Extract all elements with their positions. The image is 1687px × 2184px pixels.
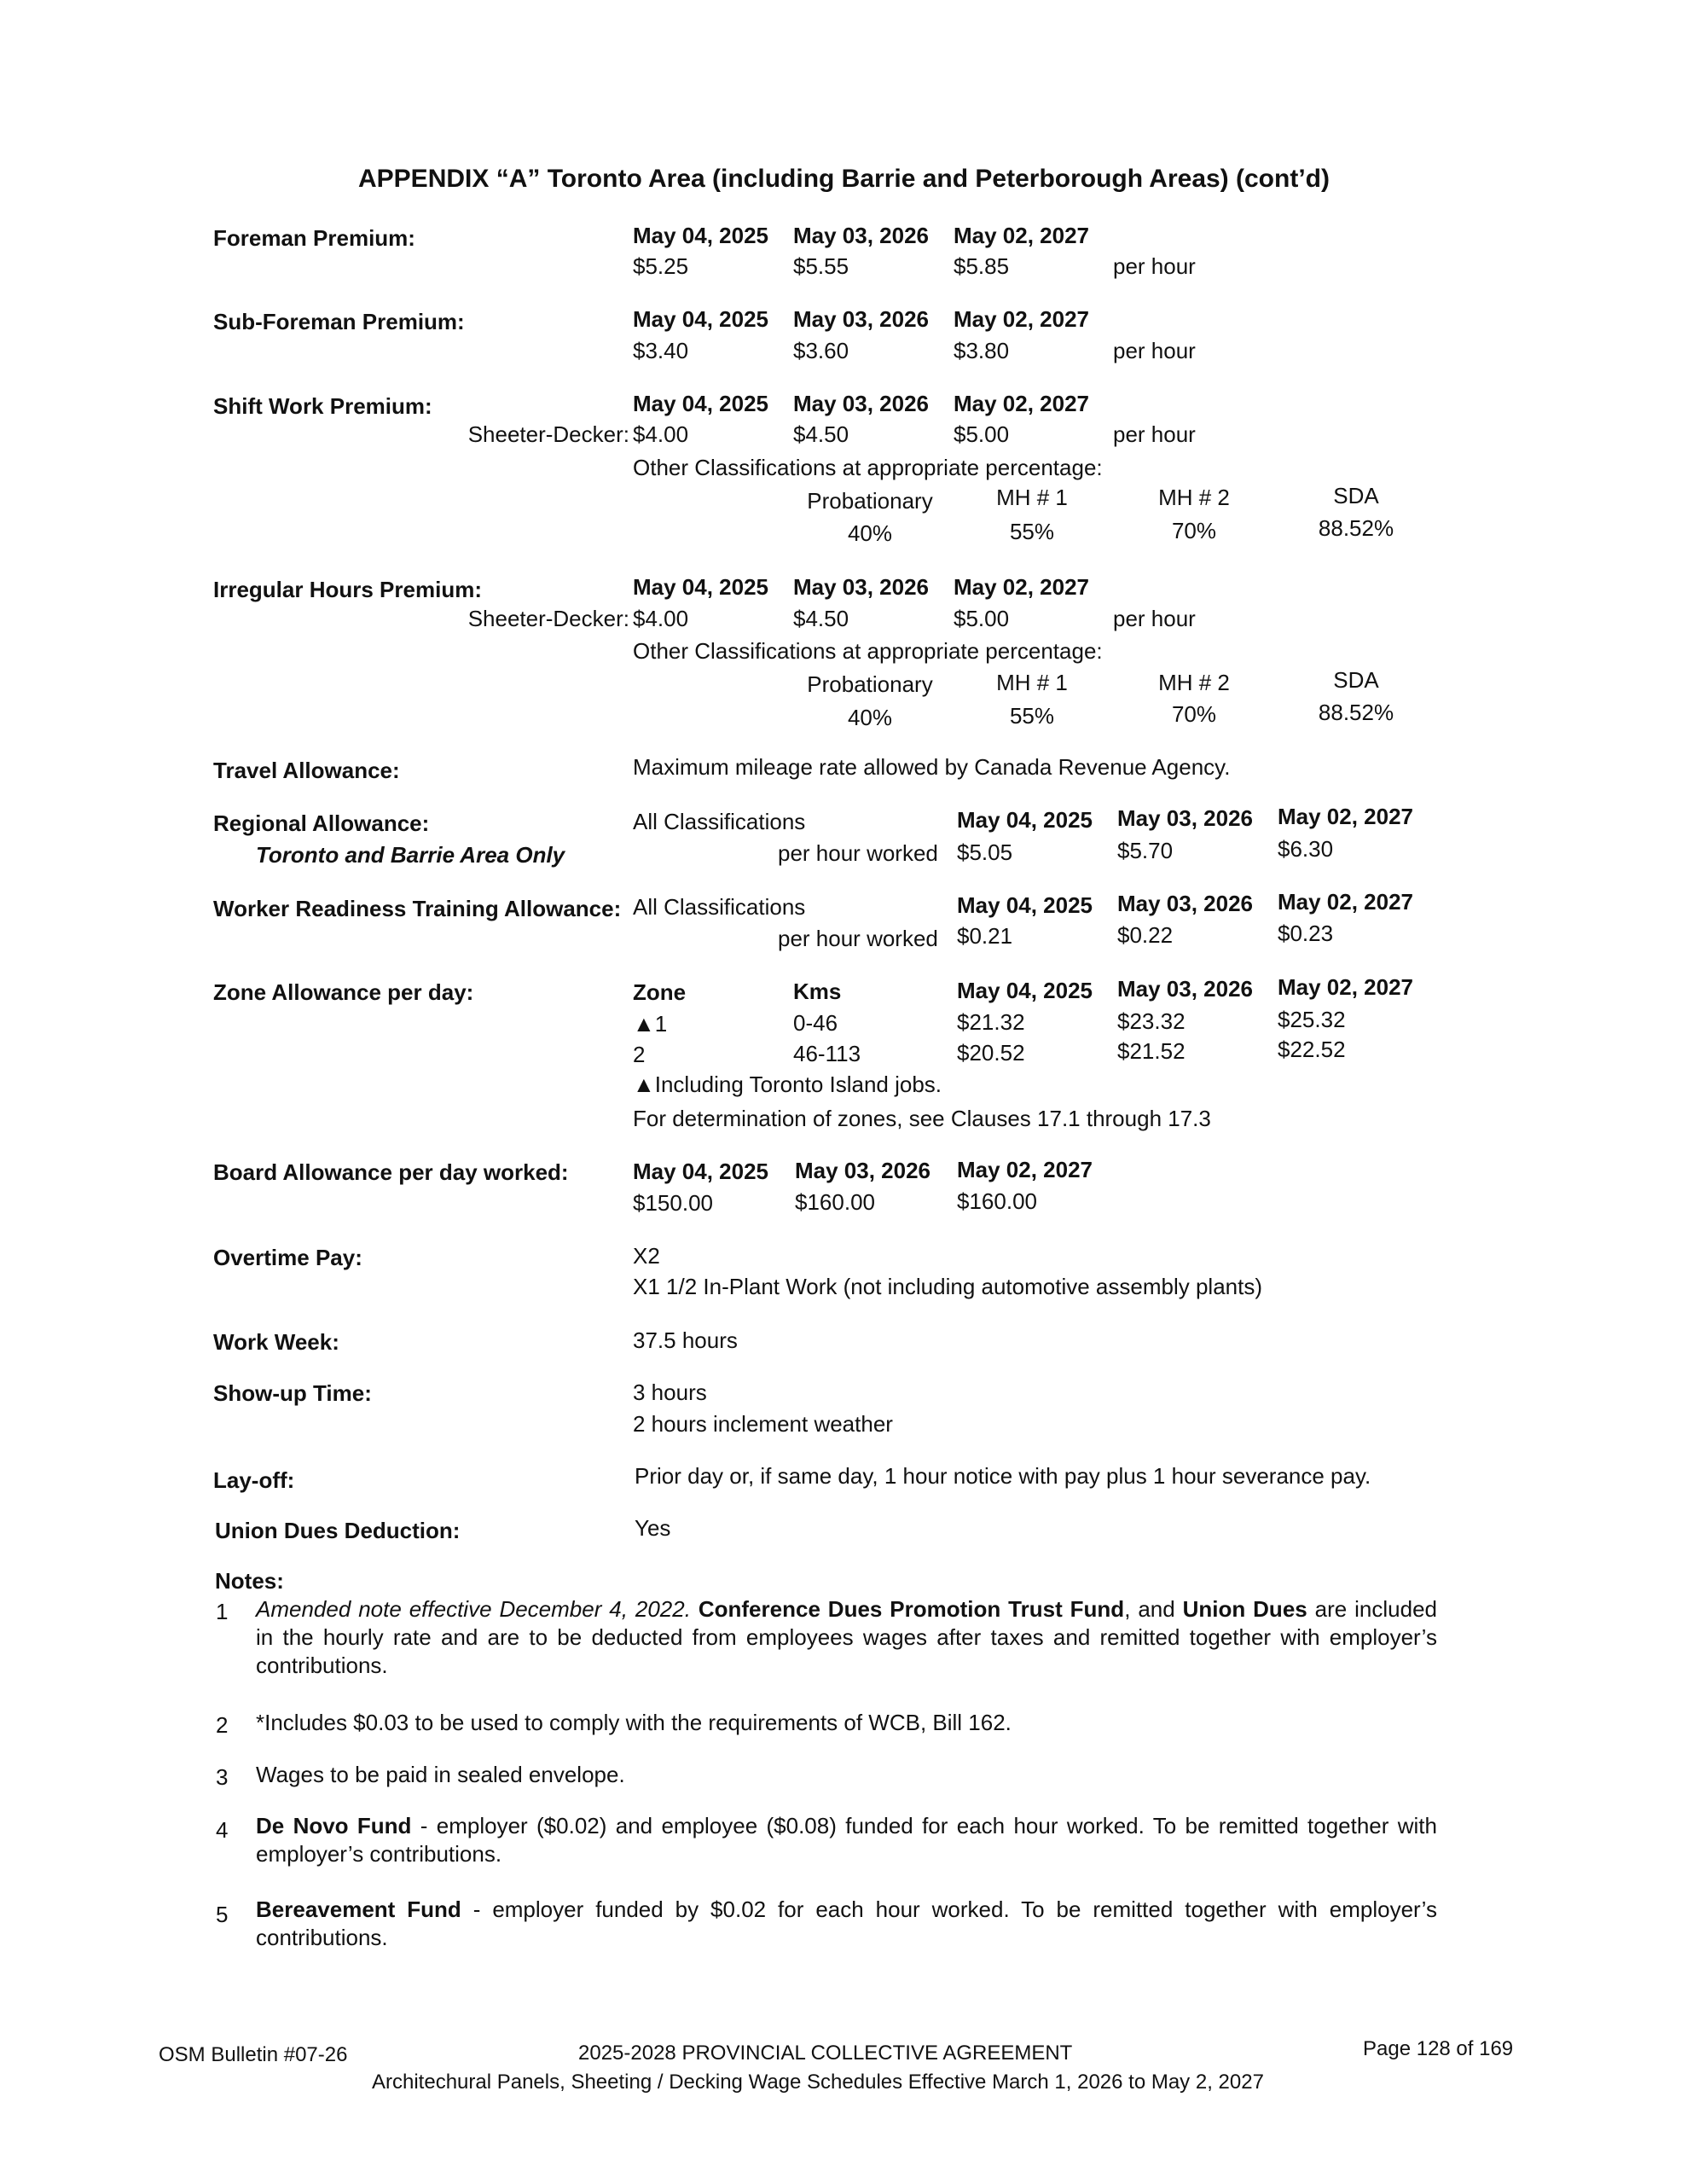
classification-heading: MH # 1: [996, 485, 1068, 510]
overtime-in-plant-rate: X1 1/2 In-Plant Work (not including automotive assembly plants): [633, 1274, 1262, 1299]
show-up-time-value: 3 hours: [633, 1380, 707, 1405]
classification-heading: SDA: [1333, 667, 1379, 693]
kms-cell: 0-46: [793, 1010, 838, 1036]
sheeter-decker-label: Sheeter-Decker:: [467, 421, 629, 447]
percentage-value: 70%: [1171, 518, 1217, 543]
date-heading: May 03, 2026: [793, 306, 930, 332]
other-classifications-text: Other Classifications at appropriate percentage:: [633, 638, 1103, 664]
classification-heading: MH # 2: [1158, 670, 1230, 695]
note-2: [256, 1709, 1437, 1737]
overtime-pay-label: Overtime Pay:: [213, 1245, 362, 1270]
work-week-label: Work Week:: [213, 1329, 339, 1355]
rate-unit: per hour: [1113, 338, 1196, 363]
zone-cell: ▲1: [633, 1011, 668, 1037]
classification-heading: Probationary: [807, 488, 933, 514]
travel-allowance-label: Travel Allowance:: [213, 758, 400, 783]
note-1-fund-name: Conference Dues Promotion Trust Fund: [698, 1596, 1125, 1622]
percentage-value: 55%: [1009, 703, 1055, 729]
date-heading: May 02, 2027: [1278, 974, 1414, 1000]
rate-value: $3.80: [954, 338, 1010, 363]
percentage-value: 88.52%: [1318, 700, 1394, 725]
note-number: 1: [216, 1599, 229, 1624]
rate-value: $5.00: [954, 421, 1010, 447]
zone-cell: 2: [633, 1042, 646, 1067]
kms-cell: 46-113: [793, 1041, 861, 1066]
rate-value: $5.85: [954, 253, 1010, 279]
date-heading: May 03, 2026: [1117, 891, 1254, 916]
show-up-weather-value: 2 hours inclement weather: [633, 1411, 893, 1437]
page-title: APPENDIX “A” Toronto Area (including Barrie and Peterborough Areas) (cont’d): [358, 165, 1330, 193]
zone-note-island: ▲Including Toronto Island jobs.: [633, 1072, 942, 1097]
date-heading: May 04, 2025: [633, 391, 769, 416]
rate-value: $21.52: [1117, 1038, 1186, 1064]
rate-unit: per hour: [1113, 253, 1196, 279]
note-number: 5: [216, 1902, 229, 1927]
date-heading: May 02, 2027: [954, 223, 1090, 248]
rate-value: $160.00: [795, 1189, 875, 1215]
kms-column-header: Kms: [793, 979, 842, 1004]
rate-value: $150.00: [633, 1190, 713, 1216]
date-heading: May 02, 2027: [954, 574, 1090, 600]
note-number: 3: [216, 1764, 229, 1790]
regional-allowance-label: Regional Allowance:: [213, 810, 430, 836]
note-4: [256, 1812, 1437, 1868]
note-1-union-dues: Union Dues: [1182, 1596, 1307, 1622]
rate-value: $4.50: [793, 606, 849, 631]
other-classifications-text: Other Classifications at appropriate percentage:: [633, 455, 1103, 480]
date-heading: May 04, 2025: [633, 223, 769, 248]
note-4-fund-name: De Novo Fund: [256, 1813, 412, 1838]
notes-heading: Notes:: [215, 1568, 284, 1594]
date-heading: May 02, 2027: [1278, 889, 1414, 915]
date-heading: May 03, 2026: [1117, 805, 1254, 831]
shift-work-premium-label: Shift Work Premium:: [213, 393, 432, 419]
zone-column-header: Zone: [633, 979, 687, 1005]
classification-heading: Probationary: [807, 671, 933, 697]
classification-text: All Classifications: [633, 809, 806, 834]
rate-value: $5.70: [1117, 838, 1174, 863]
overtime-rate: X2: [633, 1243, 660, 1269]
travel-allowance-text: Maximum mileage rate allowed by Canada Revenue Agency.: [633, 754, 1231, 780]
rate-unit: per hour: [1113, 606, 1196, 631]
date-heading: May 02, 2027: [957, 1157, 1093, 1182]
union-dues-value: Yes: [635, 1515, 671, 1541]
classification-heading: MH # 1: [996, 670, 1068, 695]
date-heading: May 04, 2025: [633, 574, 769, 600]
regional-area-note: Toronto and Barrie Area Only: [256, 842, 565, 868]
date-heading: May 04, 2025: [957, 807, 1093, 833]
note-2-text: *Includes $0.03 to be used to comply with the requirements of WCB, Bill 162.: [256, 1710, 1012, 1735]
rate-value: $0.21: [957, 923, 1013, 949]
rate-unit: per hour: [1113, 421, 1196, 447]
irregular-hours-premium-label: Irregular Hours Premium:: [213, 577, 482, 602]
subforeman-premium-label: Sub-Foreman Premium:: [213, 309, 465, 334]
rate-value: $20.52: [957, 1040, 1025, 1066]
rate-value: $5.25: [633, 253, 689, 279]
zone-allowance-label: Zone Allowance per day:: [213, 979, 474, 1005]
rate-value: $5.55: [793, 253, 849, 279]
rate-value: $23.32: [1117, 1008, 1186, 1034]
percentage-value: 70%: [1171, 701, 1217, 727]
note-3: [256, 1761, 1437, 1789]
note-1: [256, 1595, 1437, 1680]
footer-page-number: Page 128 of 169: [1363, 2037, 1514, 2060]
percentage-value: 88.52%: [1318, 515, 1394, 541]
percentage-value: 40%: [847, 520, 893, 546]
rate-value: $5.00: [954, 606, 1010, 631]
classification-heading: SDA: [1333, 483, 1379, 508]
note-4-text: - employer ($0.02) and employee ($0.08) funded for each hour worked. To be remitted together with employer’s contributions.: [256, 1813, 1437, 1867]
note-3-text: Wages to be paid in sealed envelope.: [256, 1762, 625, 1787]
union-dues-label: Union Dues Deduction:: [215, 1518, 461, 1543]
rate-value: $22.52: [1278, 1037, 1346, 1062]
zone-note-clauses: For determination of zones, see Clauses 17.1 through 17.3: [633, 1106, 1211, 1131]
rate-value: $4.00: [633, 606, 689, 631]
date-heading: May 03, 2026: [1117, 976, 1254, 1002]
note-number: 4: [216, 1817, 229, 1843]
rate-value: $21.32: [957, 1009, 1025, 1035]
rate-value: $160.00: [957, 1188, 1037, 1214]
note-5-text: - employer funded by $0.02 for each hour worked. To be remitted together with employer’s contributions.: [256, 1896, 1437, 1950]
date-heading: May 02, 2027: [954, 306, 1090, 332]
rate-value: $3.60: [793, 338, 849, 363]
worker-readiness-label: Worker Readiness Training Allowance:: [213, 896, 622, 921]
rate-value: $5.05: [957, 839, 1013, 865]
rate-value: $4.00: [633, 421, 689, 447]
date-heading: May 04, 2025: [633, 306, 769, 332]
date-heading: May 03, 2026: [795, 1158, 931, 1183]
date-heading: May 02, 2027: [954, 391, 1090, 416]
footer-bulletin: OSM Bulletin #07-26: [159, 2043, 348, 2066]
lay-off-value: Prior day or, if same day, 1 hour notice with pay plus 1 hour severance pay.: [635, 1463, 1371, 1489]
note-1-connector: , and: [1124, 1596, 1183, 1622]
per-hour-worked-text: per hour worked: [778, 926, 938, 951]
board-allowance-label: Board Allowance per day worked:: [213, 1159, 569, 1185]
lay-off-label: Lay-off:: [213, 1467, 295, 1493]
rate-value: $0.22: [1117, 922, 1174, 948]
rate-value: $0.23: [1278, 921, 1334, 946]
rate-value: $3.40: [633, 338, 689, 363]
note-number: 2: [216, 1712, 229, 1738]
percentage-value: 40%: [847, 705, 893, 730]
note-5-fund-name: Bereavement Fund: [256, 1896, 461, 1922]
rate-value: $6.30: [1278, 836, 1334, 862]
foreman-premium-label: Foreman Premium:: [213, 225, 415, 251]
rate-value: $4.50: [793, 421, 849, 447]
per-hour-worked-text: per hour worked: [778, 840, 938, 866]
footer-subtitle: Architechural Panels, Sheeting / Decking Wage Schedules Effective March 1, 2026 to May 2, 2027: [372, 2071, 1264, 2094]
sheeter-decker-label: Sheeter-Decker:: [467, 606, 629, 631]
date-heading: May 04, 2025: [957, 978, 1093, 1003]
date-heading: May 03, 2026: [793, 223, 930, 248]
note-5: [256, 1896, 1437, 1952]
percentage-value: 55%: [1009, 519, 1055, 544]
classification-text: All Classifications: [633, 894, 806, 920]
note-1-text: are included in the hourly rate and are to be deducted from employees wages after taxes and remitted together with employer’s contributions.: [256, 1596, 1437, 1678]
classification-heading: MH # 2: [1158, 485, 1230, 510]
date-heading: May 02, 2027: [1278, 804, 1414, 829]
show-up-time-label: Show-up Time:: [213, 1380, 372, 1406]
date-heading: May 03, 2026: [793, 574, 930, 600]
date-heading: May 04, 2025: [957, 892, 1093, 918]
note-1-effective-date: Amended note effective December 4, 2022.: [256, 1596, 691, 1622]
date-heading: May 03, 2026: [793, 391, 930, 416]
date-heading: May 04, 2025: [633, 1159, 769, 1184]
footer-agreement: 2025-2028 PROVINCIAL COLLECTIVE AGREEMENT: [578, 2042, 1073, 2065]
rate-value: $25.32: [1278, 1007, 1346, 1032]
work-week-value: 37.5 hours: [633, 1327, 738, 1353]
